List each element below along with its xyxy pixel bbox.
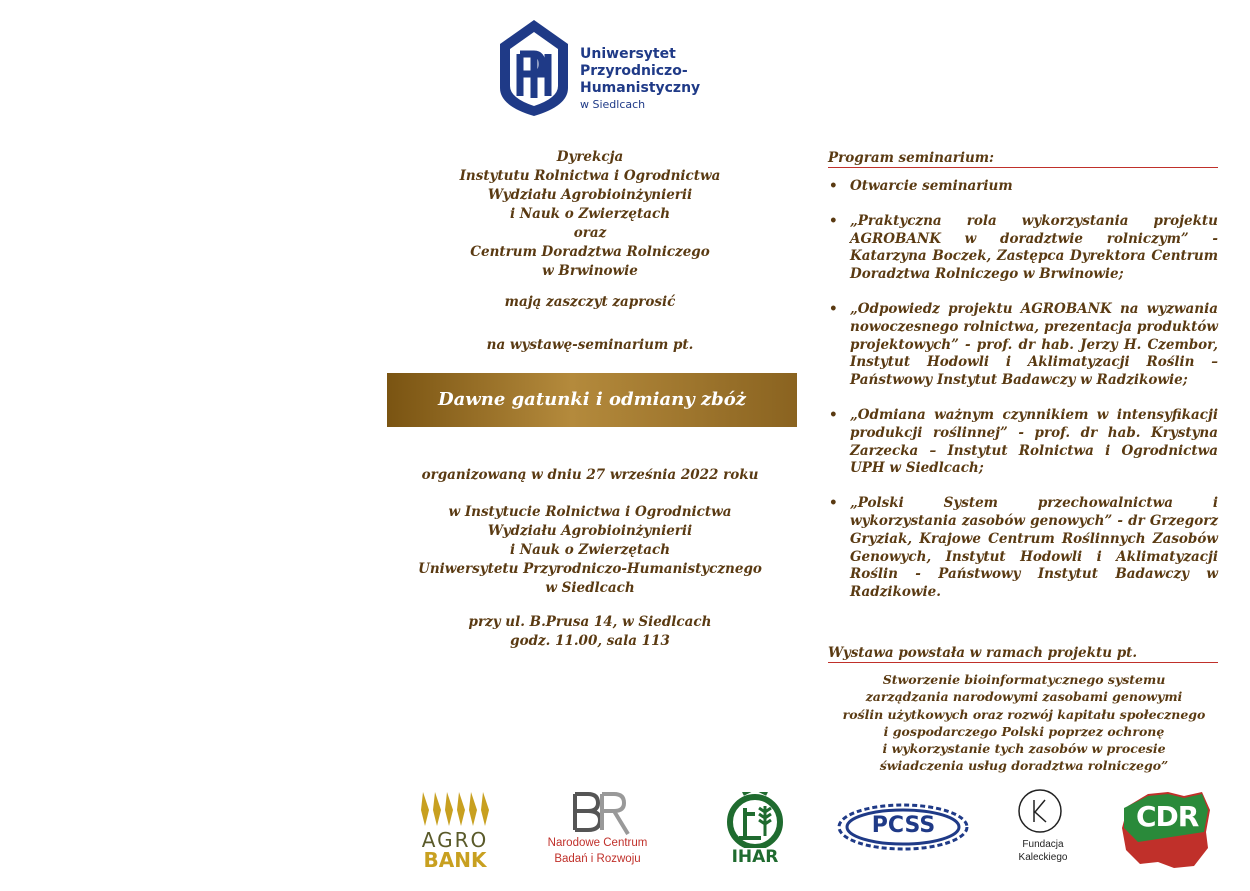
project-line: roślin użytkowych oraz rozwój kapitału społecznego <box>842 706 1206 722</box>
university-name-line: Uniwersytet <box>580 46 676 62</box>
organizer-line: oraz <box>573 225 607 241</box>
project-line: i wykorzystanie tych zasobów w procesie <box>882 741 1166 757</box>
university-name-line: Humanistyczny <box>580 80 701 96</box>
venue-line: w Instytucie Rolnictwa i Ogrodnictwa <box>448 504 732 520</box>
organizer-line: Wydziału Agrobioinżynierii <box>487 187 693 203</box>
project-line: zarządzania narodowymi zasobami genowymi <box>865 689 1183 705</box>
agrobank-text-bank: BANK <box>423 848 487 872</box>
pcss-text: PCSS <box>871 813 936 838</box>
university-shield-icon <box>498 18 570 118</box>
program-heading: Program seminarium: <box>828 150 1218 168</box>
organizers-block <box>390 148 790 281</box>
ncbr-br-mark-icon <box>530 790 665 835</box>
program-item: • „Odmiana ważnym czynnikiem w intensyfikacji produkcji roślinnej” - prof. dr hab. Krystyna Zarzecka – Instytut Rolnictwa i Ogrodnictwa UPH w Siedlcach; <box>826 407 1218 478</box>
university-place: w Siedlcach <box>580 98 646 111</box>
exhibit-line <box>390 336 790 355</box>
date-line <box>390 466 790 485</box>
date-text: organizowaną w dniu 27 września 2022 roku <box>421 467 759 483</box>
university-logo <box>498 18 701 118</box>
program-item: • „Praktyczna rola wykorzystania projektu AGROBANK w doradztwie rolniczym” - Katarzyna Boczek, Zastępca Dyrektora Centrum Doradztwa Rolniczego w Brwinowie; <box>826 213 1218 284</box>
venue-block <box>390 503 790 598</box>
kalecki-logo <box>1013 788 1073 872</box>
program-item: • Otwarcie seminarium <box>826 178 1218 196</box>
ihar-text: IHAR <box>731 847 779 867</box>
organizer-line: i Nauk o Zwierzętach <box>509 206 671 222</box>
kalecki-k-circle-icon <box>1013 788 1073 834</box>
venue-line: i Nauk o Zwierzętach <box>509 542 671 558</box>
project-description <box>828 671 1220 775</box>
address-line: godz. 11.00, sala 113 <box>510 633 670 649</box>
organizer-line: w Brwinowie <box>542 263 638 279</box>
wheat-icon <box>415 790 495 828</box>
venue-line: Wydziału Agrobioinżynierii <box>487 523 693 539</box>
cdr-text: CDR <box>1136 800 1199 833</box>
university-name-line: Przyrodniczo- <box>580 63 688 79</box>
ncbr-text-line: Narodowe Centrum <box>547 837 648 849</box>
kalecki-text-line: Fundacja <box>1022 839 1064 850</box>
kalecki-text-line: Kaleckiego <box>1018 852 1068 863</box>
organizer-line: Dyrekcja <box>556 149 624 165</box>
venue-line: Uniwersytetu Przyrodniczo-Humanistycznego <box>418 561 762 577</box>
ihar-emblem-icon <box>715 792 795 848</box>
invite-line <box>390 293 790 312</box>
organizer-line: Centrum Doradztwa Rolniczego <box>470 244 710 260</box>
project-line: Stworzenie bioinformatycznego systemu <box>882 672 1166 687</box>
event-title-banner: Dawne gatunki i odmiany zbóż <box>387 373 797 427</box>
exhibit-text: na wystawę-seminarium pt. <box>486 337 694 353</box>
pcss-logo <box>836 802 971 852</box>
agrobank-logo <box>415 790 495 870</box>
project-line: i gospodarczego Polski poprzez ochronę <box>883 723 1165 739</box>
program-item: • „Polski System przechowalnictwa i wykorzystania zasobów genowych” - dr Grzegorz Gryziak, Krajowe Centrum Roślinnych Zasobów Genowych, Instytut Hodowli i Aklimatyzacji Roślin - Państwowy Instytut Badawczy w Radzikowie. <box>826 495 1218 602</box>
cdr-logo <box>1118 788 1212 870</box>
exhibition-heading: Wystawa powstała w ramach projektu pt. <box>828 645 1218 663</box>
organizer-line: Instytutu Rolnictwa i Ogrodnictwa <box>459 168 721 184</box>
invite-text: mają zaszczyt zaprosić <box>504 294 676 310</box>
agrobank-text-agro: AGRO <box>421 828 489 852</box>
program-item: • „Odpowiedz projektu AGROBANK na wyzwania nowoczesnego rolnictwa, prezentacja produktów projektowych” - prof. dr hab. Jerzy H. Czembor, Instytut Hodowli i Aklimatyzacji Roślin – Państwowy Instytut Badawczy w Radzikowie; <box>826 301 1218 390</box>
ncbr-text-line: Badań i Rozwoju <box>554 853 641 865</box>
ihar-logo <box>715 792 795 870</box>
venue-line: w Siedlcach <box>545 580 635 596</box>
program-list <box>826 178 1218 619</box>
ncbr-logo <box>530 790 665 870</box>
address-block <box>390 613 790 651</box>
project-line: świadczenia usług doradztwa rolniczego” <box>879 758 1169 774</box>
address-line: przy ul. B.Prusa 14, w Siedlcach <box>468 614 712 630</box>
